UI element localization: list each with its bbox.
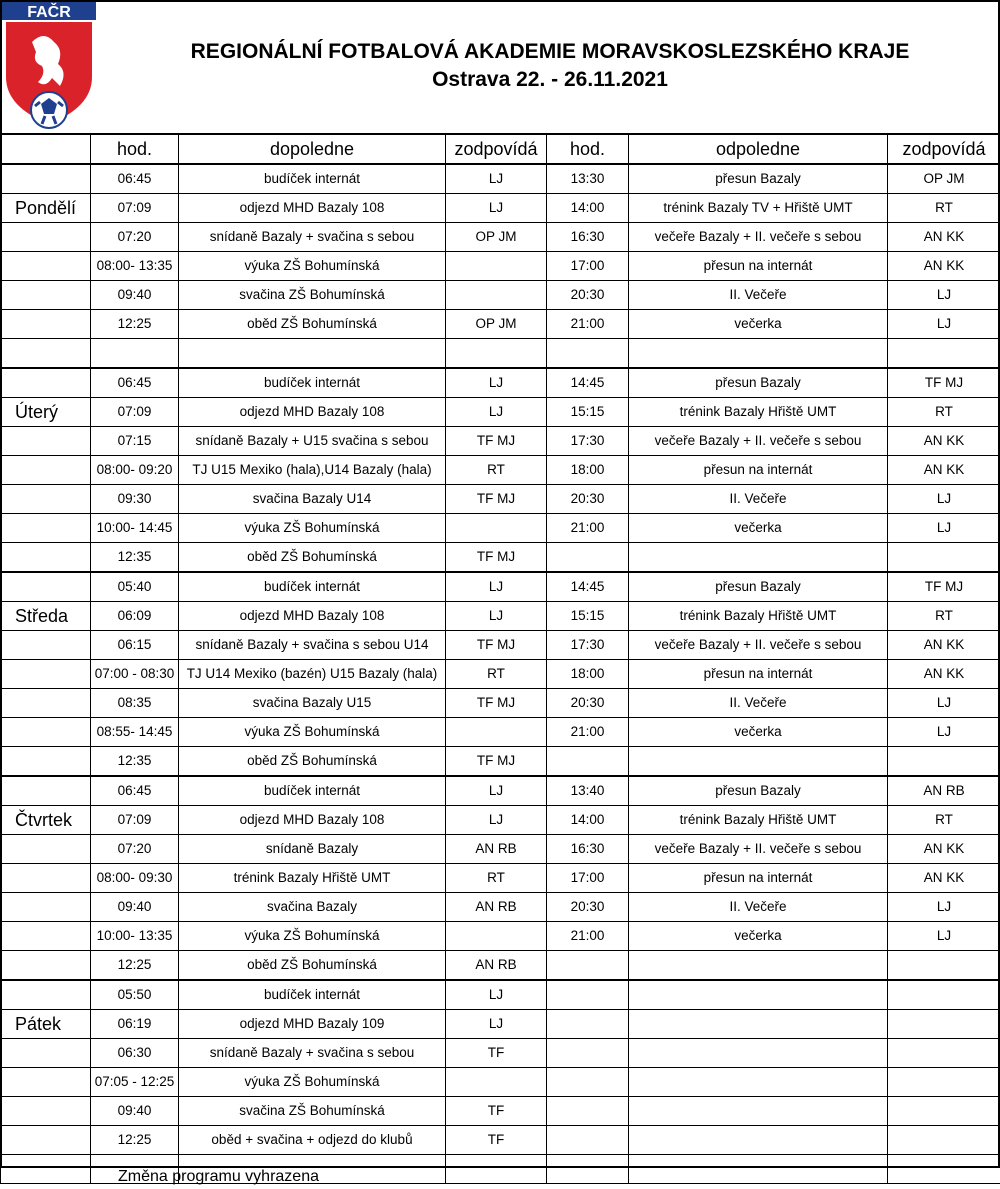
day-cell (1, 223, 91, 252)
table-cell: večeře Bazaly + II. večeře s sebou (629, 427, 888, 456)
table-row (1, 310, 1000, 339)
footer-note: Změna programu vyhrazena (118, 1168, 319, 1185)
table-cell: 06:30 (91, 1039, 179, 1068)
table-cell: budíček internát (179, 776, 446, 806)
table-cell: 17:00 (547, 864, 629, 893)
table-cell: 08:55- 14:45 (91, 718, 179, 747)
table-cell: výuka ZŠ Bohumínská (179, 718, 446, 747)
table-cell: 07:20 (91, 223, 179, 252)
table-cell: AN KK (888, 864, 1000, 893)
table-row (1, 835, 1000, 864)
table-cell: OP JM (446, 223, 547, 252)
table-cell: TF MJ (446, 485, 547, 514)
table-cell: AN RB (446, 835, 547, 864)
table-cell: snídaně Bazaly + svačina s sebou (179, 1039, 446, 1068)
table-row (1, 427, 1000, 456)
table-cell: LJ (446, 194, 547, 223)
table-cell (446, 514, 547, 543)
table-cell (888, 747, 1000, 777)
table-cell: 16:30 (547, 223, 629, 252)
table-row (1, 1010, 1000, 1039)
table-cell: večeře Bazaly + II. večeře s sebou (629, 835, 888, 864)
day-cell (1, 1068, 91, 1097)
table-cell: 20:30 (547, 485, 629, 514)
table-cell: snídaně Bazaly (179, 835, 446, 864)
day-cell (1, 922, 91, 951)
table-row (1, 718, 1000, 747)
table-row (1, 980, 1000, 1010)
table-cell: 14:45 (547, 572, 629, 602)
table-cell: LJ (888, 922, 1000, 951)
table-cell: oběd ZŠ Bohumínská (179, 747, 446, 777)
table-cell (446, 922, 547, 951)
table-row (1, 252, 1000, 281)
table-cell (629, 951, 888, 981)
table-cell: 15:15 (547, 602, 629, 631)
table-cell: RT (888, 602, 1000, 631)
table-cell: přesun na internát (629, 864, 888, 893)
table-row (1, 514, 1000, 543)
table-cell: OP JM (446, 310, 547, 339)
day-label: Pátek (1, 1010, 91, 1039)
day-cell (1, 951, 91, 981)
table-cell (446, 1155, 547, 1184)
table-cell: AN KK (888, 660, 1000, 689)
day-label: Čtvrtek (1, 806, 91, 835)
day-cell (1, 864, 91, 893)
table-cell: večerka (629, 718, 888, 747)
table-cell (629, 980, 888, 1010)
table-cell: RT (446, 456, 547, 485)
table-cell: 06:15 (91, 631, 179, 660)
table-row (1, 747, 1000, 777)
table-cell: 06:45 (91, 776, 179, 806)
table-cell (547, 747, 629, 777)
day-cell (1, 543, 91, 573)
table-cell: 10:00- 13:35 (91, 922, 179, 951)
table-cell: 12:35 (91, 747, 179, 777)
table-cell: přesun na internát (629, 660, 888, 689)
table-cell (547, 980, 629, 1010)
table-row (1, 1126, 1000, 1155)
table-cell: oběd + svačina + odjezd do klubů (179, 1126, 446, 1155)
table-row (1, 485, 1000, 514)
day-cell (1, 514, 91, 543)
table-cell: LJ (446, 980, 547, 1010)
table-cell: snídaně Bazaly + svačina s sebou U14 (179, 631, 446, 660)
table-cell: trénink Bazaly Hřiště UMT (629, 806, 888, 835)
table-cell: II. Večeře (629, 893, 888, 922)
table-cell: II. Večeře (629, 485, 888, 514)
table-cell: 05:40 (91, 572, 179, 602)
table-cell: LJ (888, 514, 1000, 543)
table-cell: 07:05 - 12:25 (91, 1068, 179, 1097)
table-row (1, 602, 1000, 631)
table-cell: svačina ZŠ Bohumínská (179, 281, 446, 310)
day-cell (1, 572, 91, 602)
table-cell: TF MJ (446, 689, 547, 718)
table-cell: 05:50 (91, 980, 179, 1010)
table-cell: přesun na internát (629, 252, 888, 281)
table-cell: TF MJ (888, 572, 1000, 602)
table-cell: večerka (629, 922, 888, 951)
page-subtitle: Ostrava 22. - 26.11.2021 (432, 68, 668, 91)
table-cell: trénink Bazaly Hřiště UMT (629, 398, 888, 427)
column-header (1, 134, 91, 164)
day-cell (1, 1039, 91, 1068)
table-cell: 08:00- 09:20 (91, 456, 179, 485)
table-cell (629, 1010, 888, 1039)
table-cell (629, 1039, 888, 1068)
day-label: Pondělí (1, 194, 91, 223)
header-row (1, 134, 1000, 164)
table-cell: TF MJ (888, 368, 1000, 398)
table-cell: RT (446, 660, 547, 689)
table-cell: 07:09 (91, 398, 179, 427)
table-cell: LJ (446, 368, 547, 398)
day-cell (1, 310, 91, 339)
table-cell (629, 1155, 888, 1184)
table-cell: svačina ZŠ Bohumínská (179, 1097, 446, 1126)
table-cell: AN KK (888, 427, 1000, 456)
table-cell (547, 543, 629, 573)
table-cell: LJ (446, 398, 547, 427)
table-cell: OP JM (888, 164, 1000, 194)
table-cell: AN KK (888, 631, 1000, 660)
day-cell (1, 368, 91, 398)
table-cell: II. Večeře (629, 689, 888, 718)
table-cell: budíček internát (179, 572, 446, 602)
table-cell: 08:35 (91, 689, 179, 718)
table-cell: budíček internát (179, 980, 446, 1010)
column-header: hod. (547, 134, 629, 164)
table-row (1, 1097, 1000, 1126)
day-cell (1, 718, 91, 747)
table-cell: 09:40 (91, 893, 179, 922)
table-row (1, 806, 1000, 835)
table-cell: LJ (446, 572, 547, 602)
table-cell: 14:00 (547, 194, 629, 223)
table-cell: 17:00 (547, 252, 629, 281)
table-cell (888, 339, 1000, 369)
table-cell: 18:00 (547, 456, 629, 485)
table-row (1, 1039, 1000, 1068)
table-cell: 16:30 (547, 835, 629, 864)
table-cell: 10:00- 14:45 (91, 514, 179, 543)
table-cell: TF MJ (446, 747, 547, 777)
table-cell (547, 1010, 629, 1039)
page-title: REGIONÁLNÍ FOTBALOVÁ AKADEMIE MORAVSKOSLEZSKÉHO KRAJE (190, 40, 910, 63)
table-cell: večerka (629, 514, 888, 543)
table-row (1, 223, 1000, 252)
table-cell: odjezd MHD Bazaly 108 (179, 194, 446, 223)
day-cell (1, 485, 91, 514)
day-cell (1, 660, 91, 689)
table-cell: AN KK (888, 223, 1000, 252)
table-row (1, 951, 1000, 981)
table-cell: TF (446, 1039, 547, 1068)
table-cell: LJ (888, 281, 1000, 310)
table-cell: 07:09 (91, 806, 179, 835)
table-cell: 21:00 (547, 514, 629, 543)
table-cell: 17:30 (547, 631, 629, 660)
day-cell (1, 1126, 91, 1155)
day-cell (1, 689, 91, 718)
table-cell: večerka (629, 310, 888, 339)
day-cell (1, 1097, 91, 1126)
table-cell: 13:40 (547, 776, 629, 806)
table-cell: snídaně Bazaly + U15 svačina s sebou (179, 427, 446, 456)
table-cell: snídaně Bazaly + svačina s sebou (179, 223, 446, 252)
table-cell: LJ (888, 718, 1000, 747)
table-cell: TF MJ (446, 631, 547, 660)
table-row (1, 368, 1000, 398)
table-cell (179, 339, 446, 369)
table-cell: TJ U14 Mexiko (bazén) U15 Bazaly (hala) (179, 660, 446, 689)
table-cell: výuka ZŠ Bohumínská (179, 252, 446, 281)
table-cell: večeře Bazaly + II. večeře s sebou (629, 631, 888, 660)
table-cell (446, 339, 547, 369)
table-cell (888, 1097, 1000, 1126)
table-cell: 17:30 (547, 427, 629, 456)
table-cell: 06:45 (91, 368, 179, 398)
day-cell (1, 427, 91, 456)
table-cell: 06:19 (91, 1010, 179, 1039)
table-cell: RT (888, 806, 1000, 835)
table-cell: přesun Bazaly (629, 368, 888, 398)
facr-logo (2, 2, 96, 132)
table-cell: odjezd MHD Bazaly 109 (179, 1010, 446, 1039)
table-cell: 13:30 (547, 164, 629, 194)
column-header: odpoledne (629, 134, 888, 164)
day-cell (1, 252, 91, 281)
day-cell (1, 1155, 91, 1184)
table-cell: 15:15 (547, 398, 629, 427)
table-cell: 20:30 (547, 893, 629, 922)
table-cell: 07:20 (91, 835, 179, 864)
table-row (1, 194, 1000, 223)
table-cell: svačina Bazaly (179, 893, 446, 922)
table-cell: 20:30 (547, 689, 629, 718)
table-row (1, 572, 1000, 602)
table-cell (91, 339, 179, 369)
table-cell (888, 951, 1000, 981)
table-cell: 12:25 (91, 310, 179, 339)
day-label: Středa (1, 602, 91, 631)
table-cell: 12:35 (91, 543, 179, 573)
table-cell: 12:25 (91, 951, 179, 981)
table-cell: budíček internát (179, 164, 446, 194)
table-cell: 09:40 (91, 281, 179, 310)
table-row (1, 922, 1000, 951)
day-cell (1, 281, 91, 310)
table-cell (547, 339, 629, 369)
table-row (1, 339, 1000, 369)
table-cell: 09:40 (91, 1097, 179, 1126)
table-cell: RT (888, 194, 1000, 223)
table-cell (629, 1097, 888, 1126)
column-header: zodpovídá (888, 134, 1000, 164)
table-cell: RT (888, 398, 1000, 427)
table-cell (888, 1068, 1000, 1097)
table-cell: 21:00 (547, 922, 629, 951)
column-header: hod. (91, 134, 179, 164)
table-cell: 14:45 (547, 368, 629, 398)
table-row (1, 164, 1000, 194)
table-cell: 21:00 (547, 718, 629, 747)
table-cell: svačina Bazaly U15 (179, 689, 446, 718)
table-cell: budíček internát (179, 368, 446, 398)
table-cell: oběd ZŠ Bohumínská (179, 310, 446, 339)
table-cell (629, 1068, 888, 1097)
table-cell: trénink Bazaly Hřiště UMT (179, 864, 446, 893)
day-cell (1, 835, 91, 864)
table-cell: 21:00 (547, 310, 629, 339)
table-cell: LJ (446, 806, 547, 835)
table-cell: TF (446, 1097, 547, 1126)
table-row (1, 660, 1000, 689)
table-cell: výuka ZŠ Bohumínská (179, 514, 446, 543)
table-cell: 07:00 - 08:30 (91, 660, 179, 689)
table-cell: večeře Bazaly + II. večeře s sebou (629, 223, 888, 252)
table-row (1, 543, 1000, 573)
table-cell (888, 980, 1000, 1010)
table-cell: LJ (888, 893, 1000, 922)
table-cell: AN KK (888, 252, 1000, 281)
table-cell: TF (446, 1126, 547, 1155)
table-cell: AN RB (888, 776, 1000, 806)
table-cell: odjezd MHD Bazaly 108 (179, 602, 446, 631)
table-cell (629, 747, 888, 777)
table-cell: 20:30 (547, 281, 629, 310)
table-cell (629, 339, 888, 369)
day-cell (1, 893, 91, 922)
table-cell (446, 281, 547, 310)
table-cell: přesun na internát (629, 456, 888, 485)
table-cell: LJ (888, 689, 1000, 718)
table-row (1, 893, 1000, 922)
table-cell (547, 1155, 629, 1184)
table-cell (888, 543, 1000, 573)
table-cell: TF MJ (446, 543, 547, 573)
table-cell: LJ (446, 776, 547, 806)
table-cell (547, 1039, 629, 1068)
table-cell: odjezd MHD Bazaly 108 (179, 398, 446, 427)
table-cell: 07:15 (91, 427, 179, 456)
table-cell: AN KK (888, 456, 1000, 485)
table-cell (888, 1010, 1000, 1039)
column-header: zodpovídá (446, 134, 547, 164)
table-row (1, 631, 1000, 660)
table-cell: trénink Bazaly Hřiště UMT (629, 602, 888, 631)
table-row (1, 1068, 1000, 1097)
table-cell (446, 252, 547, 281)
table-cell (547, 951, 629, 981)
table-cell (888, 1039, 1000, 1068)
table-cell: 18:00 (547, 660, 629, 689)
table-cell: AN KK (888, 835, 1000, 864)
table-cell: LJ (446, 164, 547, 194)
table-cell (547, 1097, 629, 1126)
table-row (1, 776, 1000, 806)
table-cell (547, 1068, 629, 1097)
table-cell (547, 1126, 629, 1155)
day-cell (1, 980, 91, 1010)
day-label: Úterý (1, 398, 91, 427)
table-cell: přesun Bazaly (629, 164, 888, 194)
table-cell: RT (446, 864, 547, 893)
table-cell: oběd ZŠ Bohumínská (179, 951, 446, 981)
schedule-table (0, 133, 1000, 1184)
table-cell: AN RB (446, 893, 547, 922)
day-cell (1, 776, 91, 806)
table-cell: 12:25 (91, 1126, 179, 1155)
table-cell: 07:09 (91, 194, 179, 223)
table-cell: přesun Bazaly (629, 776, 888, 806)
table-row (1, 281, 1000, 310)
table-row (1, 689, 1000, 718)
day-cell (1, 339, 91, 369)
table-cell: II. Večeře (629, 281, 888, 310)
table-cell (446, 718, 547, 747)
table-cell (888, 1155, 1000, 1184)
table-row (1, 456, 1000, 485)
table-cell: výuka ZŠ Bohumínská (179, 922, 446, 951)
table-cell: 09:30 (91, 485, 179, 514)
table-cell: přesun Bazaly (629, 572, 888, 602)
table-cell: AN RB (446, 951, 547, 981)
table-cell: svačina Bazaly U14 (179, 485, 446, 514)
table-cell: LJ (446, 602, 547, 631)
table-cell (629, 1126, 888, 1155)
table-cell: 06:45 (91, 164, 179, 194)
table-cell: trénink Bazaly TV + Hřiště UMT (629, 194, 888, 223)
table-row (1, 398, 1000, 427)
table-cell: 06:09 (91, 602, 179, 631)
table-cell: TJ U15 Mexiko (hala),U14 Bazaly (hala) (179, 456, 446, 485)
table-cell: výuka ZŠ Bohumínská (179, 1068, 446, 1097)
table-cell: 14:00 (547, 806, 629, 835)
day-cell (1, 164, 91, 194)
table-row (1, 864, 1000, 893)
table-cell: LJ (888, 485, 1000, 514)
logo-text: FAČR (27, 4, 71, 21)
table-cell: oběd ZŠ Bohumínská (179, 543, 446, 573)
table-cell (446, 1068, 547, 1097)
day-cell (1, 747, 91, 777)
table-cell: LJ (888, 310, 1000, 339)
day-cell (1, 456, 91, 485)
table-cell (888, 1126, 1000, 1155)
table-cell: 08:00- 09:30 (91, 864, 179, 893)
day-cell (1, 631, 91, 660)
table-cell: odjezd MHD Bazaly 108 (179, 806, 446, 835)
table-cell: 08:00- 13:35 (91, 252, 179, 281)
column-header: dopoledne (179, 134, 446, 164)
table-cell (629, 543, 888, 573)
table-cell: TF MJ (446, 427, 547, 456)
table-cell: LJ (446, 1010, 547, 1039)
